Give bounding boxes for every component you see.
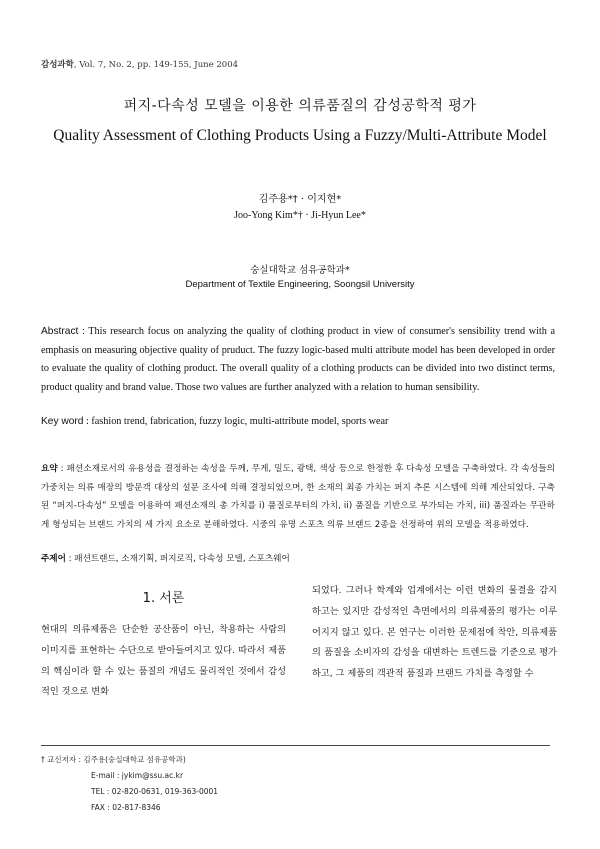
body-paragraph-left: 현대의 의류제품은 단순한 공산품이 아닌, 착용하는 사람의 이미지를 표현하는 수단으로 받아들여지고 있다. 따라서 제품의 핵심이라 할 수 있는 품질의 개념도 물리적인 것에서 감성적인 것으로 변화	[41, 624, 286, 698]
journal-citation	[41, 58, 238, 70]
section-heading: 1. 서론	[142, 591, 185, 606]
footnote-divider	[41, 745, 550, 746]
journal-volume: , Vol. 7, No. 2, pp. 149-155, June 2004	[73, 60, 239, 70]
footnote-tel: TEL : 02-820-0631, 019-363-0001	[91, 787, 219, 796]
footnote-fax: FAX : 02-817-8346	[91, 803, 161, 812]
summary-korean	[41, 460, 555, 534]
keywords-korean	[41, 552, 555, 564]
column-right	[312, 581, 557, 685]
journal-name: 감성과학	[41, 60, 74, 70]
title-korean: 퍼지-다속성 모델을 이용한 의류품질의 감성공학적 평가	[123, 98, 477, 114]
footnote-corresponding: † 교신저자 : 김주용(숭실대학교 섬유공학과)	[41, 755, 186, 764]
authors-english: Joo-Yong Kim*† · Ji-Hyun Lee*	[234, 210, 366, 221]
column-left	[41, 588, 286, 703]
authors-korean: 김주용*† · 이지현*	[258, 194, 342, 205]
keywords-korean-label: 주제어	[41, 554, 66, 564]
keywords-text: : fashion trend, fabrication, fuzzy logic, multi-attribute model, sports wear	[83, 416, 389, 427]
abstract	[41, 323, 555, 397]
keywords	[41, 416, 555, 427]
affiliation-english: Department of Textile Engineering, Soongsil University	[185, 279, 415, 290]
footnote	[41, 752, 218, 816]
title-english: Quality Assessment of Clothing Products Using a Fuzzy/Multi-Attribute Model	[53, 127, 547, 144]
abstract-label: Abstract	[41, 326, 79, 337]
body-paragraph-right: 되었다. 그러나 학계와 업계에서는 이런 변화의 물결을 감지하고는 있지만 감성적인 측면에서의 의류제품의 평가는 이루어지지 않고 있다. 본 연구는 이러한 문제점에 착안, 의류제품의 품질을 소비자의 감성을 대변하는 트렌드를 기준으로 평가하고, 그 제품의 객관적 품질과 브랜드 가치를 측정할 수	[312, 585, 557, 680]
affiliation-korean: 숭실대학교 섬유공학과*	[250, 265, 350, 276]
summary-label: 요약	[41, 464, 58, 474]
abstract-text: : This research focus on analyzing the quality of clothing product in view of consumer's sensibility trend with a emphasis on measuring objective quality of pruduct. The fuzzy logic-based multi attribute model has been developed in order to evaluate the quality of clothing product. The overall quality of a clothing products can be divided into two distinct terms, product quality and brand value. Those two values are further analyzed with a relation to human sensibility.	[41, 326, 555, 393]
keywords-korean-text: : 패션트랜드, 소재기획, 퍼지로직, 다속성 모델, 스포츠웨어	[65, 554, 290, 564]
summary-text: : 패션소재로서의 유용성을 결정하는 속성을 두께, 무게, 밀도, 광택, 색상 등으로 한정한 후 다속성 모델을 구축하였다. 각 속성들의 가중치는 의류 매장의 방문객 대상의 설문 조사에 의해 결정되었으며, 한 소재의 최종 가치는 퍼지 추론 시스템에 의해 계산되었다. 구축된 “퍼지-다속성” 모델을 이용하여 패션소재의 총 가치를 i) 품질로부터의 가치, ii) 품질을 기반으로 부가되는 가치, iii) 품질과는 무관하게 형성되는 브랜드 가치의 세 가지 요소로 분해하였다. 시중의 유명 스포츠 의류 브랜드 2종을 선정하여 위의 모델을 적용하였다.	[41, 464, 555, 530]
footnote-email: E-mail : jykim@ssu.ac.kr	[91, 771, 184, 780]
keywords-label: Key word	[41, 416, 84, 427]
